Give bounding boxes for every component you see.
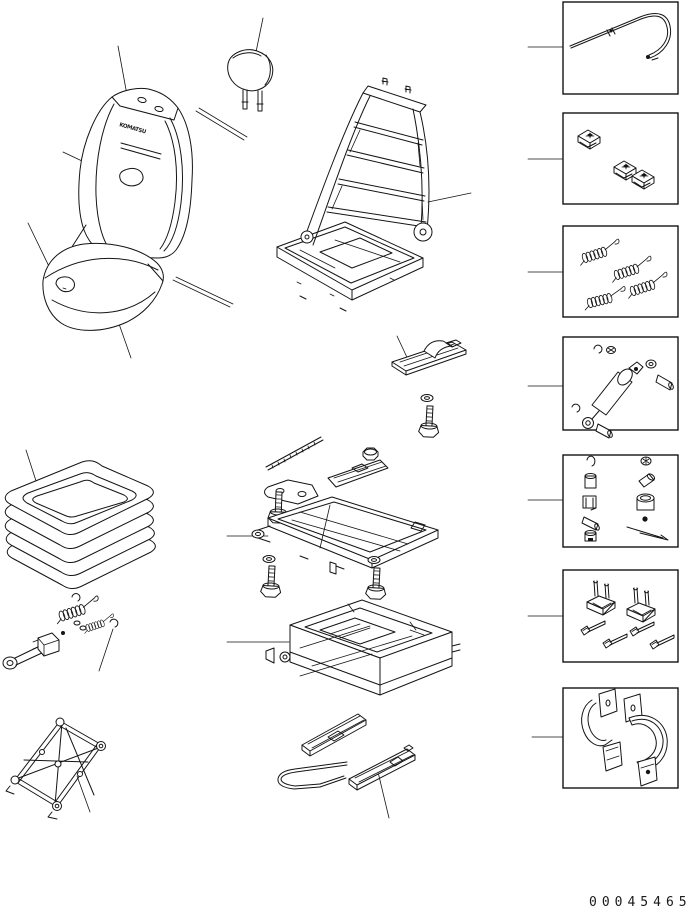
rail-bracket-icon [392,340,466,375]
scissor-linkage-icon [6,718,106,819]
seat-cushion-icon [43,243,163,330]
detail-box-hardware [563,455,678,547]
suspension-box-icon [266,600,460,695]
brand-logo: KOMATSU [118,122,147,136]
spring-adjuster-icon [3,594,118,669]
detail-box-cable [563,2,678,94]
detail-box-springs [563,226,678,317]
suspension-frame-icon [252,437,438,599]
bellows-boot-icon [5,461,155,589]
detail-box-damper [563,337,678,438]
seat-frame-icon [277,78,432,311]
seat-back-icon [70,88,192,258]
part-number-watermark: 00045465 [589,895,692,910]
headrest-icon [228,50,273,111]
bolt-and-nut-icon [363,395,440,461]
detail-box-guides-pins [563,570,678,662]
detail-box-clips [563,113,678,204]
wire-handle-icon [278,762,347,789]
detail-box-brackets [563,688,678,788]
slide-rail-icon [302,714,415,790]
